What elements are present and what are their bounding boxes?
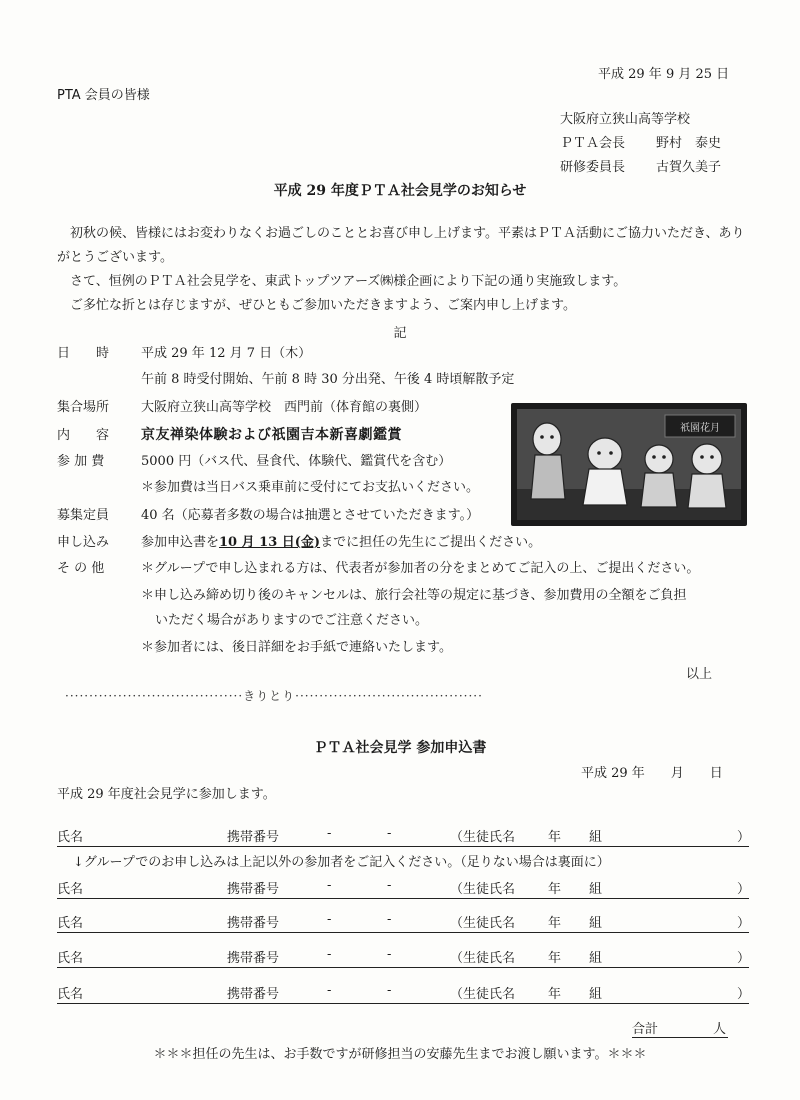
other-note: ＊申し込み締め切り後のキャンセルは、旅行会社等の規定に基づき、参加費用の全額をご負担 [141,588,687,603]
issuer-president [560,132,721,156]
class-label: 組 [589,882,603,897]
school-name: 大阪府立狭山高等学校 [560,112,691,127]
phone-dash: - [327,878,332,893]
class-label: 組 [589,916,603,931]
close-paren: ） [737,882,751,897]
year-label: 年 [548,951,562,966]
close-paren: ） [737,987,751,1002]
closing-ijou: 以上 [686,667,713,682]
detail-label: 申し込み [57,535,110,550]
detail-label: 日 時 [57,346,110,361]
detail-label: そ の 他 [57,561,105,576]
student-label: （生徒氏名 [450,951,516,966]
class-label: 組 [589,830,603,845]
name-label: 氏名 [57,882,84,897]
other-note: ＊参加者には、後日詳細をお手紙で連絡いたします。 [141,640,452,655]
detail-value: 5000 円（バス代、昼食代、体験代、鑑賞代を含む） [141,454,452,469]
form-title: ＰＴＡ社会見学 参加申込書 [313,740,487,756]
phone-label: 携帯番号 [227,951,280,966]
student-label: （生徒氏名 [450,882,516,897]
detail-label: 参 加 費 [57,454,105,469]
detail-date-sub: 午前 8 時受付開始、午前 8 時 30 分出発、午後 4 時頃解散予定 [141,372,515,387]
issuer-block [560,108,721,180]
detail-value [141,531,541,554]
detail-value: ＊グループで申し込まれる方は、代表者が参加者の分をまとめてご記入の上、ご提出ください。 [141,561,700,576]
detail-label: 内 容 [57,428,110,443]
paragraph: ご多忙な折とは存じますが、ぜひともご参加いただきますよう、ご案内申し上げます。 [70,298,576,313]
phone-label: 携帯番号 [227,987,280,1002]
detail-label: 募集定員 [57,508,110,523]
applicant-row[interactable] [57,983,749,1004]
phone-dash: - [387,826,392,841]
phone-dash: - [327,947,332,962]
footer-note: ＊＊＊担任の先生は、お手数ですが研修担当の安藤先生までお渡し願います。＊＊＊ [153,1047,647,1062]
total-label: 合計 [632,1022,659,1037]
other-note: いただく場合がありますのでご注意ください。 [155,613,429,628]
detail-label: 集合場所 [57,400,110,415]
student-label: （生徒氏名 [450,830,516,845]
detail-value: 京友禅染体験および祇園吉本新喜劇鑑賞 [141,427,402,443]
photo-caption: 祇園花月 [680,423,720,434]
close-paren: ） [737,916,751,931]
comedians-illustration [517,409,741,520]
total-unit: 人 [712,1022,726,1037]
apply-post: までに担任の先生にご提出ください。 [320,535,542,550]
cut-line: ·····································きりとり······································· [65,689,483,703]
detail-capacity [57,504,479,527]
applicant-row[interactable] [57,912,749,933]
detail-fee [57,450,451,473]
detail-value: 大阪府立狭山高等学校 西門前（体育館の裏側） [141,400,428,415]
issuer-role: 研修委員長 [560,160,626,175]
applicant-row[interactable] [57,947,749,968]
applicant-row[interactable] [57,826,749,847]
close-paren: ） [737,830,751,845]
group-note: ↓グループでのお申し込みは上記以外の参加者をご記入ください。（足りない場合は裏面に） [73,855,610,870]
name-label: 氏名 [57,830,84,845]
phone-dash: - [327,912,332,927]
apply-deadline: 10 月 13 日(金) [219,535,321,550]
phone-label: 携帯番号 [227,882,280,897]
issuer-name: 古賀久美子 [656,160,722,175]
year-label: 年 [548,882,562,897]
year-label: 年 [548,916,562,931]
apply-pre: 参加申込書を [141,535,220,550]
phone-dash: - [387,947,392,962]
detail-apply [57,531,541,554]
addressee: PTA 会員の皆様 [57,88,150,103]
phone-label: 携帯番号 [227,830,280,845]
issuer-committee-chair [560,156,721,180]
event-photo [511,403,747,526]
ki-marker: 記 [393,326,407,341]
year-label: 年 [548,830,562,845]
document-date: 平成 29 年 9 月 25 日 [598,67,730,82]
detail-content [57,424,402,447]
name-label: 氏名 [57,987,84,1002]
paragraph: さて、恒例のＰＴＡ社会見学を、東武トップツアーズ㈱様企画により下記の通り実施致します。 [70,274,627,289]
issuer-name: 野村 泰史 [656,136,722,151]
detail-date [57,342,311,365]
detail-fee-note: ＊参加費は当日バス乗車前に受付にてお支払いください。 [141,480,480,495]
total-field[interactable] [632,1018,728,1038]
notice-body [57,222,747,318]
applicant-row[interactable] [57,878,749,899]
year-label: 年 [548,987,562,1002]
name-label: 氏名 [57,916,84,931]
form-intro: 平成 29 年度社会見学に参加します。 [57,787,276,802]
phone-dash: - [387,878,392,893]
form-date: 平成 29 年 月 日 [581,766,723,781]
detail-other [57,557,699,580]
phone-label: 携帯番号 [227,916,280,931]
name-label: 氏名 [57,951,84,966]
student-label: （生徒氏名 [450,916,516,931]
phone-dash: - [327,826,332,841]
phone-dash: - [387,912,392,927]
close-paren: ） [737,951,751,966]
class-label: 組 [589,951,603,966]
paragraph: 初秋の候、皆様にはお変わりなくお過ごしのこととお喜び申し上げます。平素はＰＴＡ活動にご協力いただき、ありがとうございます。 [57,226,745,265]
issuer-role: ＰＴＡ会長 [560,136,626,151]
student-label: （生徒氏名 [450,987,516,1002]
detail-place [57,396,427,419]
notice-title: 平成 29 年度ＰＴＡ社会見学のお知らせ [273,183,527,199]
phone-dash: - [387,983,392,998]
phone-dash: - [327,983,332,998]
class-label: 組 [589,987,603,1002]
detail-value: 40 名（応募者多数の場合は抽選とさせていただきます。） [141,508,480,523]
detail-value: 平成 29 年 12 月 7 日（木） [141,346,312,361]
